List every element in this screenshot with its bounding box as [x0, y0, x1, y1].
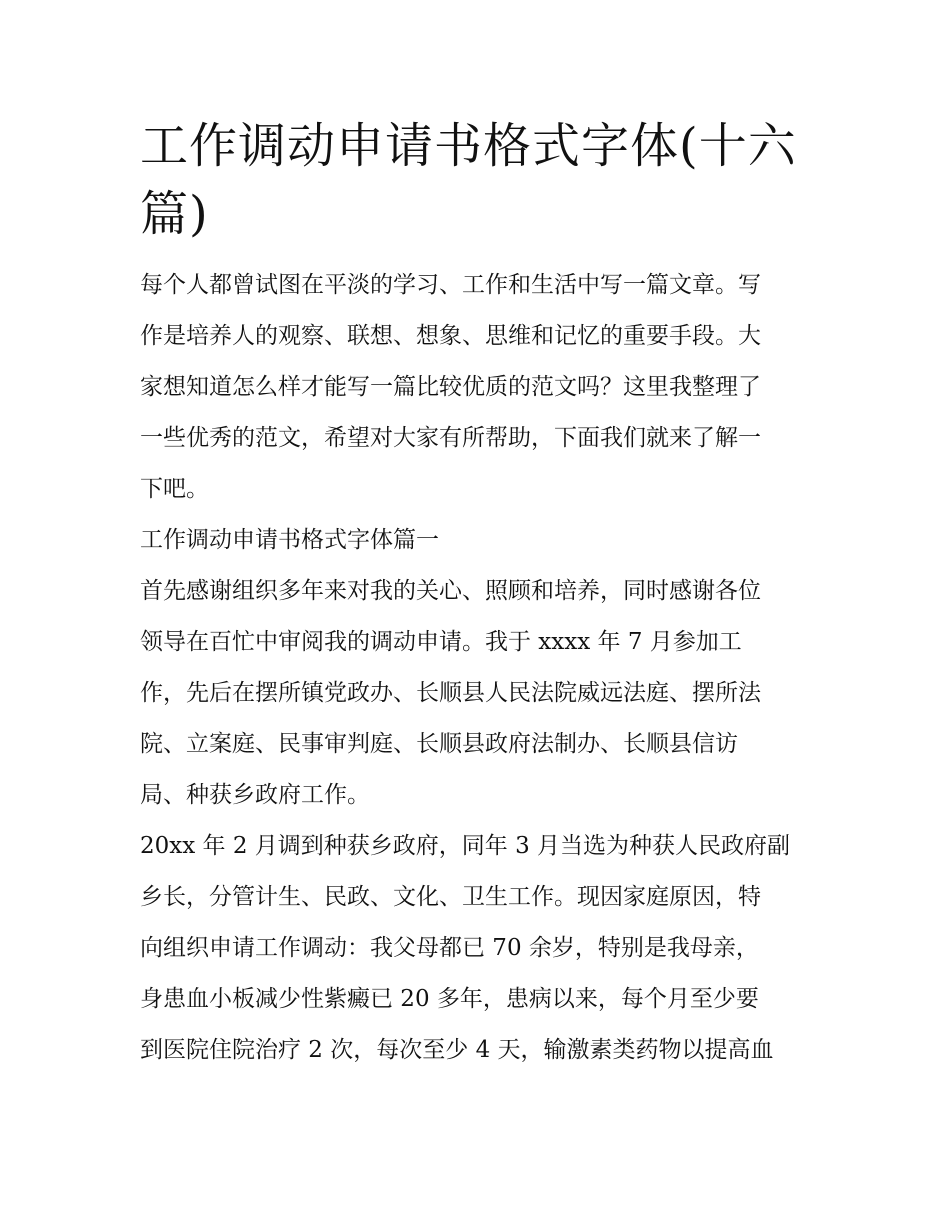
text-line: 首先感谢组织多年来对我的关心、照顾和培养，同时感谢各位: [140, 578, 761, 604]
text-line: 局、种获乡政府工作。: [140, 782, 370, 808]
text-line: 家想知道怎么样才能写一篇比较优质的范文吗？这里我整理了: [140, 374, 761, 400]
text-line: 每个人都曾试图在平淡的学习、工作和生活中写一篇文章。写: [140, 272, 761, 298]
title-line: 工作调动申请书格式字体(十六: [140, 118, 797, 174]
text-line: 向组织申请工作调动：我父母都已 70 余岁，特别是我母亲，: [140, 935, 759, 961]
text-line: 身患血小板减少性紫癜已 20 多年，患病以来，每个月至少要: [140, 986, 759, 1012]
text-line: 到医院住院治疗 2 次，每次至少 4 天，输激素类药物以提高血: [140, 1037, 774, 1063]
document-page: [140, 112, 812, 1076]
text-line: 下吧。: [140, 476, 209, 502]
text-line: 领导在百忙中审阅我的调动申请。我于 xxxx 年 7 月参加工: [140, 629, 742, 655]
text-line: 20xx 年 2 月调到种获乡政府，同年 3 月当选为种获人民政府副: [140, 833, 791, 859]
text-line: 作，先后在摆所镇党政办、长顺县人民法院威远法庭、摆所法: [140, 680, 761, 706]
body-paragraph-1: [140, 566, 812, 821]
title-line: 篇): [140, 186, 209, 242]
text-line: 乡长，分管计生、民政、文化、卫生工作。现因家庭原因，特: [140, 884, 761, 910]
body-paragraph-2: [140, 821, 812, 1076]
document-title: [140, 112, 812, 248]
section-heading: 工作调动申请书格式字体篇一: [140, 527, 439, 553]
text-line: 院、立案庭、民事审判庭、长顺县政府法制办、长顺县信访: [140, 731, 738, 757]
intro-paragraph: [140, 260, 812, 515]
text-line: 一些优秀的范文，希望对大家有所帮助，下面我们就来了解一: [140, 425, 761, 451]
text-line: 作是培养人的观察、联想、想象、思维和记忆的重要手段。大: [140, 323, 761, 349]
document-body: [140, 260, 812, 1076]
